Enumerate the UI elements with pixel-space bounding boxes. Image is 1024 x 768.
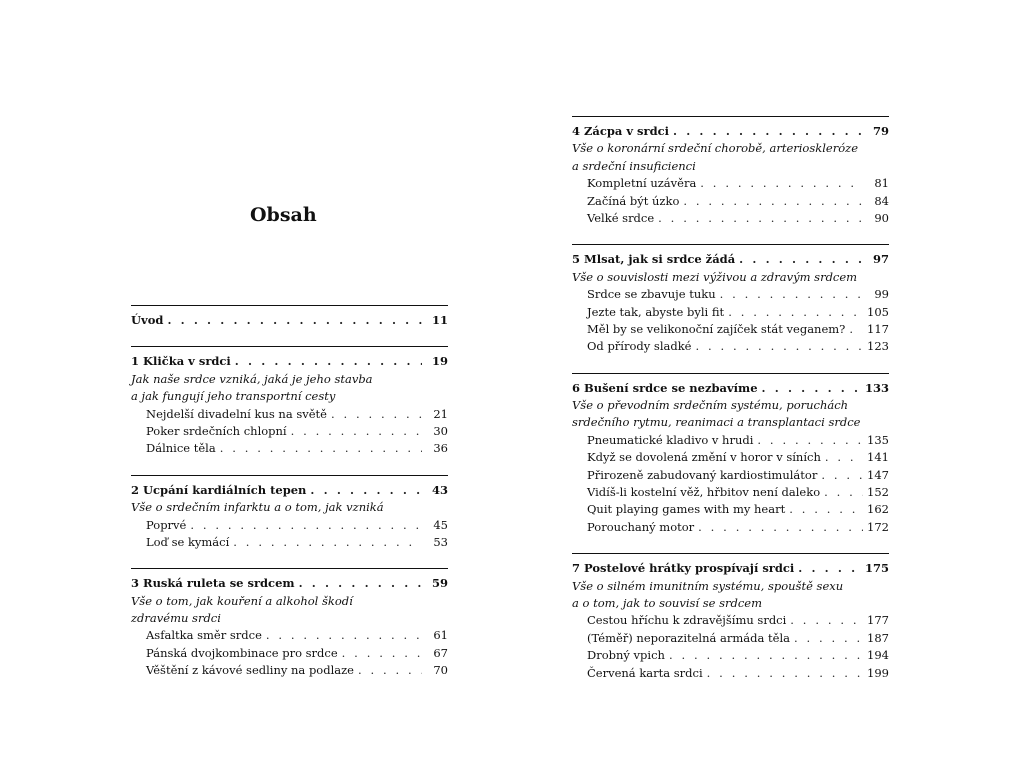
section-page-number: 36	[433, 441, 448, 456]
chapter-title: 5 Mlsat, jak si srdce žádá	[572, 252, 736, 267]
dot-leader	[824, 484, 863, 501]
dot-leader	[794, 630, 863, 647]
dot-leader	[707, 665, 863, 682]
dot-leader	[790, 612, 863, 629]
section-entry[interactable]	[572, 612, 889, 629]
section-entry[interactable]	[131, 517, 448, 534]
section-page-number: 70	[433, 663, 448, 678]
dot-leader	[739, 251, 863, 268]
chapter-page-number: 59	[431, 576, 448, 591]
section-page-number: 194	[867, 648, 889, 663]
chapter-page-number: 19	[431, 354, 448, 369]
chapter-title: 1 Klička v srdci	[131, 354, 231, 369]
toc-column-right	[572, 116, 889, 699]
chapter-page-number: 97	[872, 252, 889, 267]
section-entry[interactable]	[131, 423, 448, 440]
section-title: Měl by se velikonoční zajíček stát veganem?	[587, 321, 846, 336]
chapter-heading[interactable]	[572, 123, 889, 140]
chapter-page-number: 133	[864, 380, 889, 395]
dot-leader	[696, 338, 864, 355]
section-title: Kompletní uzávěra	[587, 176, 697, 191]
section-page-number: 187	[867, 630, 889, 645]
section-entry[interactable]	[572, 519, 889, 536]
section-entry[interactable]	[131, 662, 448, 679]
section-title: Loď se kymácí	[146, 534, 230, 549]
section-entry[interactable]	[572, 647, 889, 664]
toc-column-left	[131, 305, 448, 697]
section-entry[interactable]	[572, 484, 889, 501]
section-title: Jezte tak, abyste byli fit	[587, 304, 725, 319]
section-title: Začíná být úzko	[587, 193, 680, 208]
chapter-description: zdravému srdci	[131, 611, 221, 626]
chapter-heading[interactable]	[572, 380, 889, 397]
section-title: Porouchaný motor	[587, 519, 695, 534]
section-title: Poprvé	[146, 517, 187, 532]
dot-leader	[342, 645, 422, 662]
section-entry[interactable]	[572, 630, 889, 647]
section-entry[interactable]	[572, 175, 889, 192]
chapter-title: 3 Ruská ruleta se srdcem	[131, 576, 295, 591]
dot-leader	[720, 286, 863, 303]
section-entry[interactable]	[572, 210, 889, 227]
section-title: Nejdelší divadelní kus na světě	[146, 406, 327, 421]
section-page-number: 53	[433, 534, 448, 549]
section-page-number: 177	[867, 613, 889, 628]
chapter-title: 7 Postelové hrátky prospívají srdci	[572, 561, 795, 576]
chapter-heading[interactable]	[572, 560, 889, 577]
dot-leader	[291, 423, 422, 440]
dot-leader	[190, 517, 422, 534]
dot-leader	[757, 432, 863, 449]
section-page-number: 162	[867, 502, 889, 517]
section-page-number: 61	[433, 628, 448, 643]
section-entry[interactable]	[131, 406, 448, 423]
dot-leader	[669, 647, 863, 664]
section-entry[interactable]	[131, 645, 448, 662]
section-title: Pánská dvojkombinace pro srdce	[146, 645, 338, 660]
chapter-page-number: 11	[431, 313, 448, 327]
section-entry[interactable]	[572, 449, 889, 466]
dot-leader	[683, 193, 863, 210]
toc-chapter	[131, 346, 448, 457]
dot-leader	[798, 560, 861, 577]
toc-chapter	[131, 475, 448, 552]
section-title: Srdce se zbavuje tuku	[587, 287, 716, 302]
chapter-page-number: 79	[872, 124, 889, 138]
chapter-description: a jak fungují jeho transportní cesty	[131, 389, 336, 404]
dot-leader	[728, 304, 863, 321]
section-title: Asfaltka směr srdce	[146, 628, 262, 643]
section-page-number: 172	[867, 519, 889, 534]
section-title: Cestou hříchu k zdravějšímu srdci	[587, 613, 787, 628]
section-page-number: 21	[433, 406, 448, 421]
chapter-title: 6 Bušení srdce se nezbavíme	[572, 380, 758, 395]
chapter-heading[interactable]	[572, 251, 889, 268]
dot-leader	[700, 175, 863, 192]
section-entry[interactable]	[572, 304, 889, 321]
dot-leader	[235, 353, 422, 370]
section-entry[interactable]	[131, 440, 448, 457]
right-page	[512, 0, 1024, 768]
chapter-description: Vše o koronární srdeční chorobě, arterioskleróze	[572, 141, 858, 156]
dot-leader	[698, 519, 863, 536]
chapter-description: a o tom, jak to souvisí se srdcem	[572, 595, 763, 610]
section-entry[interactable]	[572, 286, 889, 303]
section-entry[interactable]	[572, 321, 889, 338]
chapter-title: Úvod	[131, 313, 164, 327]
toc-title: Obsah	[250, 204, 317, 226]
section-title: Quit playing games with my heart	[587, 502, 786, 517]
section-page-number: 135	[867, 432, 889, 447]
section-page-number: 84	[874, 193, 889, 208]
section-entry[interactable]	[572, 432, 889, 449]
toc-chapter	[131, 568, 448, 679]
chapter-heading[interactable]	[131, 353, 448, 370]
chapter-heading[interactable]	[131, 575, 448, 592]
section-title: Od přírody sladké	[587, 339, 692, 354]
section-entry[interactable]	[572, 665, 889, 682]
section-title: Dálnice těla	[146, 441, 216, 456]
toc-chapter	[572, 373, 889, 537]
section-page-number: 141	[867, 450, 889, 465]
section-title: Pneumatické kladivo v hrudi	[587, 432, 754, 447]
dot-leader	[658, 210, 863, 227]
dot-leader	[789, 501, 863, 518]
section-page-number: 199	[867, 665, 889, 680]
section-page-number: 99	[874, 287, 889, 302]
dot-leader	[310, 482, 422, 499]
chapter-description: Vše o převodním srdečním systému, poruchách	[572, 398, 849, 413]
section-entry[interactable]	[572, 193, 889, 210]
chapter-description: srdečního rytmu, reanimaci a transplantaci srdce	[572, 415, 861, 430]
section-page-number: 45	[433, 517, 448, 532]
section-page-number: 90	[874, 210, 889, 225]
section-entry[interactable]	[572, 501, 889, 518]
section-page-number: 105	[867, 304, 889, 319]
dot-leader	[358, 662, 422, 679]
chapter-description: Vše o tom, jak kouření a alkohol škodí	[131, 593, 353, 608]
toc-chapter	[572, 244, 889, 355]
chapter-title: 4 Zácpa v srdci	[572, 124, 669, 138]
toc-chapter	[572, 553, 889, 682]
section-entry[interactable]	[131, 534, 448, 551]
section-page-number: 117	[867, 321, 889, 336]
section-title: Poker srdečních chlopní	[146, 423, 287, 438]
toc-chapter	[572, 116, 889, 227]
dot-leader	[762, 380, 861, 397]
dot-leader	[299, 575, 422, 592]
chapter-description: Vše o souvislosti mezi výživou a zdravým srdcem	[572, 269, 858, 284]
chapter-description: Jak naše srdce vzniká, jaká je jeho stavba	[131, 371, 373, 386]
dot-leader	[266, 627, 422, 644]
chapter-description: Vše o silném imunitním systému, spouště sexu	[572, 578, 844, 593]
section-title: Velké srdce	[587, 210, 655, 225]
section-title: Drobný vpich	[587, 648, 665, 663]
section-title: Červená karta srdci	[587, 665, 703, 680]
section-title: Vidíš-li kostelní věž, hřbitov není daleko	[587, 485, 821, 500]
section-title: Přirozeně zabudovaný kardiostimulátor	[587, 467, 818, 482]
section-title: Když se dovolená změní v horor v síních	[587, 450, 821, 465]
section-title: Věštění z kávové sedliny na podlaze	[146, 663, 354, 678]
chapter-description: a srdeční insuficienci	[572, 158, 696, 173]
chapter-heading[interactable]	[131, 482, 448, 499]
section-page-number: 67	[433, 645, 448, 660]
toc-chapter	[131, 305, 448, 329]
section-entry[interactable]	[572, 338, 889, 355]
dot-leader	[331, 406, 422, 423]
chapter-description: Vše o srdečním infarktu a o tom, jak vzniká	[131, 500, 384, 515]
chapter-heading[interactable]	[131, 312, 448, 329]
chapter-page-number: 43	[431, 482, 448, 497]
section-page-number: 30	[433, 423, 448, 438]
dot-leader	[821, 467, 863, 484]
chapter-page-number: 175	[864, 561, 889, 576]
section-title: (Téměř) neporazitelná armáda těla	[587, 630, 790, 645]
section-page-number: 147	[867, 467, 889, 482]
section-page-number: 123	[867, 339, 889, 354]
dot-leader	[233, 534, 422, 551]
dot-leader	[849, 321, 863, 338]
chapter-title: 2 Ucpání kardiálních tepen	[131, 482, 307, 497]
dot-leader	[825, 449, 863, 466]
section-entry[interactable]	[131, 627, 448, 644]
dot-leader	[673, 123, 863, 140]
section-entry[interactable]	[572, 467, 889, 484]
section-page-number: 81	[874, 176, 889, 191]
dot-leader	[167, 312, 422, 329]
dot-leader	[220, 440, 422, 457]
section-page-number: 152	[867, 485, 889, 500]
